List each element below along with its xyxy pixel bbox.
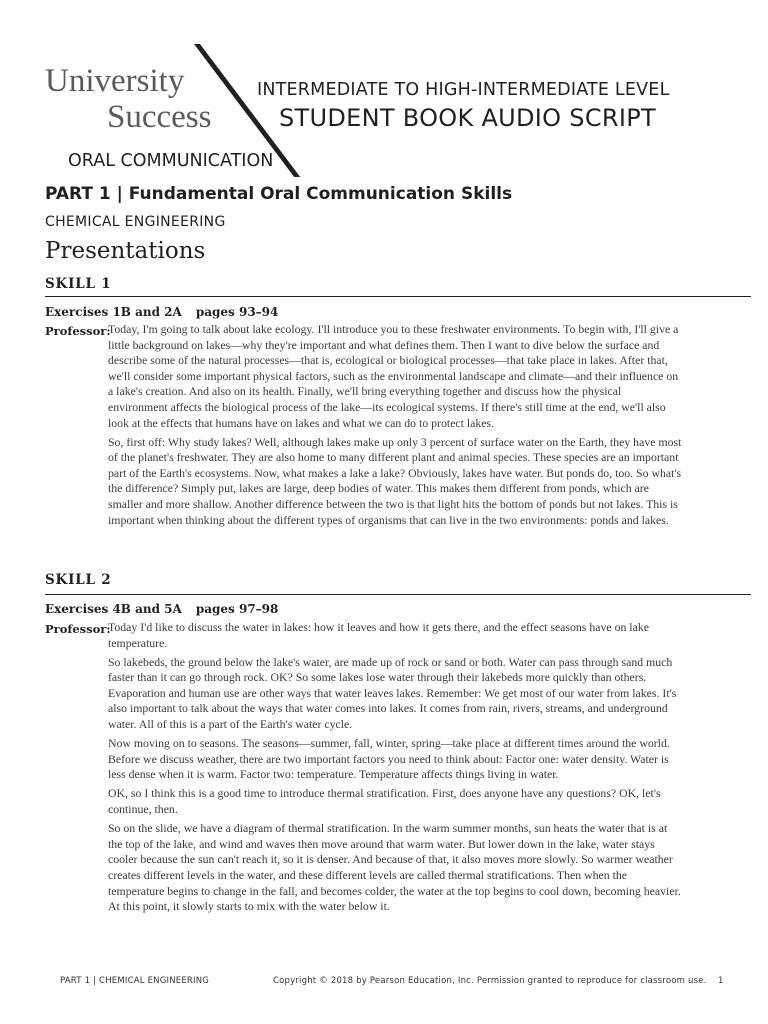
page-number: 1 (718, 976, 724, 986)
exercise-label: Exercises 4B and 5A (45, 602, 182, 616)
divider (45, 296, 751, 297)
book-title: STUDENT BOOK AUDIO SCRIPT (279, 104, 656, 132)
strand-heading: ORAL COMMUNICATION (68, 151, 274, 171)
subject-heading: CHEMICAL ENGINEERING (45, 214, 226, 230)
skill-1-heading: SKILL 1 (45, 276, 112, 292)
part-title: PART 1 | Fundamental Oral Communication Skills (45, 184, 513, 204)
speaker-label: Professor: (45, 622, 111, 636)
footer-copyright: Copyright © 2018 by Pearson Education, Inc. Permission granted to reproduce for classroom use. (273, 976, 707, 986)
section-title: Presentations (45, 238, 206, 264)
logo-success: Success (107, 99, 212, 135)
paragraph: So, first off: Why study lakes? Well, although lakes make up only 3 percent of surface water on the Earth, they have most of the planet's freshwater. They are also home to many different plant and animal species. These species are an important part of the Earth's ecosystems. Now, what makes a lake a lake? Obviously, lakes have water. But ponds do, too. So what's the difference? Simply put, lakes are large, deep bodies of water. This makes them different from ponds, which are smaller and more shallow. Another difference between the two is that light hits the bottom of ponds but not lakes. This is important when thinking about the different types of organisms that can live in the two environments: ponds and lakes. (108, 434, 682, 527)
paragraph: Now moving on to seasons. The seasons—summer, fall, winter, spring—take place at different times around the world. Before we discuss weather, there are two important factors you need to think about: Factor one: water density. Water is less dense when it is warm. Factor two: temperature. Temperature affects things living in water. (108, 736, 670, 782)
paragraph: So lakebeds, the ground below the lake's water, are made up of rock or sand or both. Water can pass through sand much faster than it can go through rock. OK? So some lakes lose water through their lakebeds more quickly than others. Evaporation and human use are other ways that water leaves lakes. Remember: We get most of our water from lakes. It's also important to talk about the ways that water comes into lakes. It comes from rain, rivers, streams, and underground water. All of this is a part of the Earth's water cycle. (108, 654, 677, 732)
skill-2-exercises (45, 602, 278, 616)
level-heading: INTERMEDIATE TO HIGH-INTERMEDIATE LEVEL (257, 80, 670, 100)
skill-1-exercises (45, 305, 278, 319)
footer-section: PART 1 | CHEMICAL ENGINEERING (60, 976, 210, 986)
logo-university: University (45, 63, 185, 99)
speaker-label: Professor: (45, 324, 111, 338)
exercise-pages: pages 97–98 (195, 602, 279, 616)
paragraph: So on the slide, we have a diagram of thermal stratification. In the warm summer months, sun heats the water that is at the top of the lake, and wind and waves then move around that warm water. But lower down in the lake, water stays cooler because the sun can't reach it, so it is denser. And because of that, it also moves more slowly. So warmer weather creates different levels in the water, and these different levels are called thermal stratifications. Then when the temperature begins to change in the fall, and becomes colder, the water at the top begins to cool down, becoming heavier. At this point, it slowly starts to mix with the water below it. (108, 821, 681, 914)
skill-2-heading: SKILL 2 (45, 572, 112, 588)
paragraph: Today, I'm going to talk about lake ecology. I'll introduce you to these freshwater environments. To begin with, I'll give a little background on lakes—why they're important and what defines them. Then I want to dive below the surface and describe some of the natural processes—that is, ecological or biological processes—that take place in lakes. After that, we'll consider some important physical factors, such as the environmental landscape and climate—and their influence on a lake's creation. And also on its health. Finally, we'll bring everything together and discuss how the physical environment affects the biological process of the lake—its ecological systems. If there's still time at the end, we'll also look at the effects that humans have on lakes and what we can do to protect lakes. (108, 322, 679, 430)
exercise-pages: pages 93–94 (195, 305, 279, 319)
paragraph: Today I'd like to discuss the water in lakes: how it leaves and how it gets there, and the effect seasons have on lake temperature. (108, 620, 649, 650)
paragraph: OK, so I think this is a good time to introduce thermal stratification. First, does anyone have any questions? OK, let's continue, then. (108, 786, 661, 817)
exercise-label: Exercises 1B and 2A (45, 305, 182, 319)
skill-2-transcript (108, 620, 682, 918)
divider (45, 594, 751, 595)
skill-1-transcript (108, 322, 682, 532)
